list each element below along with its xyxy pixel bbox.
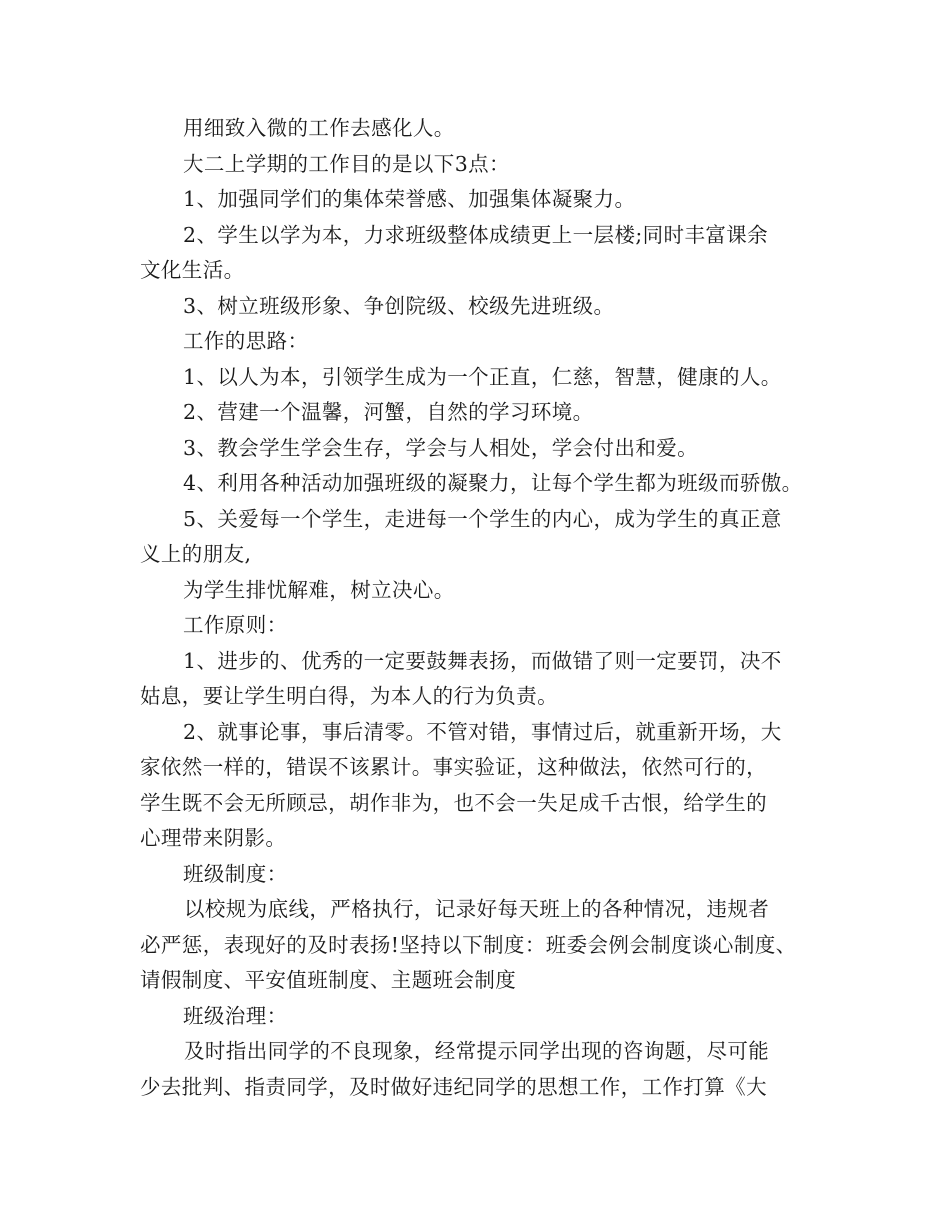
text-line: 为学生排忧解难，树立决心。	[183, 577, 455, 602]
text-line: 2、就事论事，事后清零。不管对错，事情过后，就重新开场，大	[183, 719, 782, 744]
section-heading: 班级治理：	[183, 1003, 288, 1028]
text-line: 少去批判、指责同学，及时做好违纪同学的思想工作，工作打算《大	[140, 1074, 767, 1099]
text-line: 心理带来阴影。	[140, 826, 287, 850]
text-line: 1、以人为本，引领学生成为一个正直，仁慈，智慧，健康的人。	[183, 364, 782, 389]
section-heading: 工作原则：	[183, 613, 288, 637]
text-line: 及时指出同学的不良现象，经常提示同学出现的咨询题，尽可能	[184, 1039, 770, 1063]
document-body	[140, 111, 820, 1105]
text-line: 4、利用各种活动加强班级的凝聚力，让每个学生都为班级而骄傲。	[183, 471, 803, 495]
text-line: 姑息，要让学生明白得，为本人的行为负责。	[140, 684, 558, 708]
text-line: 文化生活。	[140, 258, 245, 282]
text-line: 3、教会学生学会生存，学会与人相处，学会付出和爱。	[183, 435, 699, 460]
text-line: 大二上学期的工作目的是以下3点：	[183, 151, 510, 176]
section-heading: 班级制度：	[183, 861, 288, 886]
text-line: 2、营建一个温馨，河蟹，自然的学习环境。	[183, 400, 594, 424]
text-line: 义上的朋友,	[140, 542, 252, 566]
text-line: 请假制度、平安值班制度、主题班会制度	[140, 968, 517, 992]
text-line: 家依然一样的，错误不该累计。事实验证，这种做法，依然可行的，	[140, 755, 767, 779]
text-line: 2、学生以学为本，力求班级整体成绩更上一层楼;同时丰富课余	[183, 222, 769, 247]
section-heading: 工作的思路：	[183, 329, 309, 353]
text-line: 必严惩，表现好的及时表扬!坚持以下制度：班委会例会制度谈心制度、	[140, 932, 797, 957]
text-line: 1、加强同学们的集体荣誉感、加强集体凝聚力。	[183, 187, 636, 211]
text-line: 5、关爱每一个学生，走进每一个学生的内心，成为学生的真正意	[183, 506, 782, 531]
text-line: 学生既不会无所顾忌，胡作非为，也不会一失足成千古恨，给学生的	[140, 790, 767, 815]
text-line: 3、树立班级形象、争创院级、校级先进班级。	[183, 293, 615, 318]
text-line: 以校规为底线，严格执行，记录好每天班上的各种情况，违规者	[184, 897, 770, 921]
text-line: 1、进步的、优秀的一定要鼓舞表扬，而做错了则一定要罚，决不	[183, 648, 782, 673]
text-line: 用细致入微的工作去感化人。	[183, 116, 455, 140]
